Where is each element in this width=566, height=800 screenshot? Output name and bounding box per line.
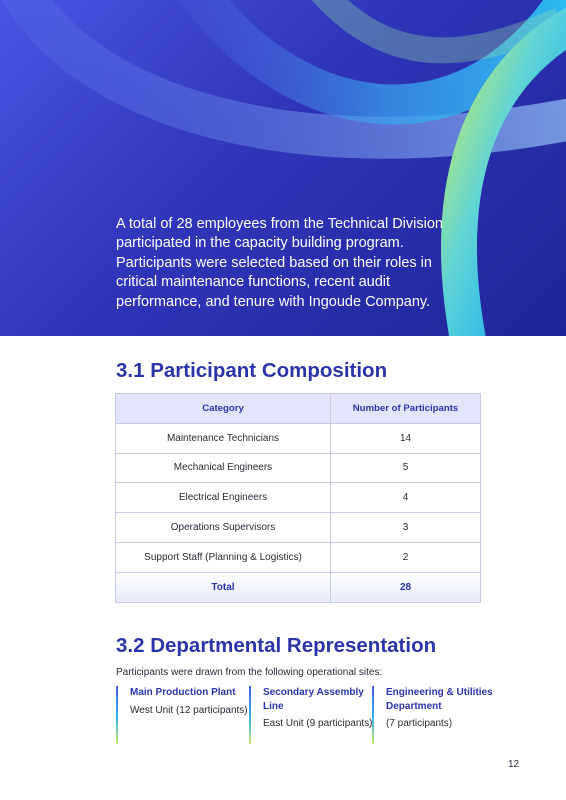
category-cell: Maintenance Technicians [116, 423, 331, 453]
category-cell: Electrical Engineers [116, 483, 331, 513]
count-cell: 14 [331, 423, 481, 453]
section-heading-departmental-representation: 3.2 Departmental Representation [116, 634, 437, 657]
count-cell: 5 [331, 453, 481, 483]
site-name: Secondary Assembly Line [263, 687, 364, 712]
count-cell: 2 [331, 542, 481, 572]
section-heading-participant-composition: 3.1 Participant Composition [116, 359, 388, 382]
table-header-row [116, 394, 481, 424]
page-number: 12 [508, 759, 520, 770]
sites-intro-text: Participants were drawn from the following operational sites: [116, 667, 383, 678]
participant-composition-table [115, 393, 481, 603]
site-detail: West Unit (12 participants) [130, 704, 248, 716]
table-row [116, 423, 481, 453]
site-name: Main Production Plant [130, 687, 236, 698]
count-cell: 3 [331, 513, 481, 543]
hero-banner [0, 0, 566, 336]
site-card-engineering-utilities [372, 686, 508, 744]
table-row [116, 453, 481, 483]
count-cell: 4 [331, 483, 481, 513]
table-total-row [116, 572, 481, 602]
site-detail: East Unit (9 participants) [263, 718, 373, 729]
site-card-main-production [116, 686, 248, 744]
total-label-cell: Total [116, 572, 331, 602]
site-name: Engineering & Utilities Department [386, 687, 493, 712]
category-cell: Mechanical Engineers [116, 453, 331, 483]
table-row [116, 542, 481, 572]
column-header-category: Category [116, 394, 331, 424]
table-row [116, 483, 481, 513]
intro-paragraph: A total of 28 employees from the Technical Division participated in the capacity building program. Participants were selected based on their roles in critical maintenance functions, recent audit performance, and tenure with Ingoude Company. [116, 215, 443, 310]
site-detail: (7 participants) [386, 718, 453, 729]
category-cell: Support Staff (Planning & Logistics) [116, 542, 331, 572]
table-row [116, 513, 481, 543]
total-value-cell: 28 [331, 572, 481, 602]
category-cell: Operations Supervisors [116, 513, 331, 543]
site-card-secondary-assembly [249, 686, 375, 744]
column-header-number: Number of Participants [331, 394, 481, 424]
